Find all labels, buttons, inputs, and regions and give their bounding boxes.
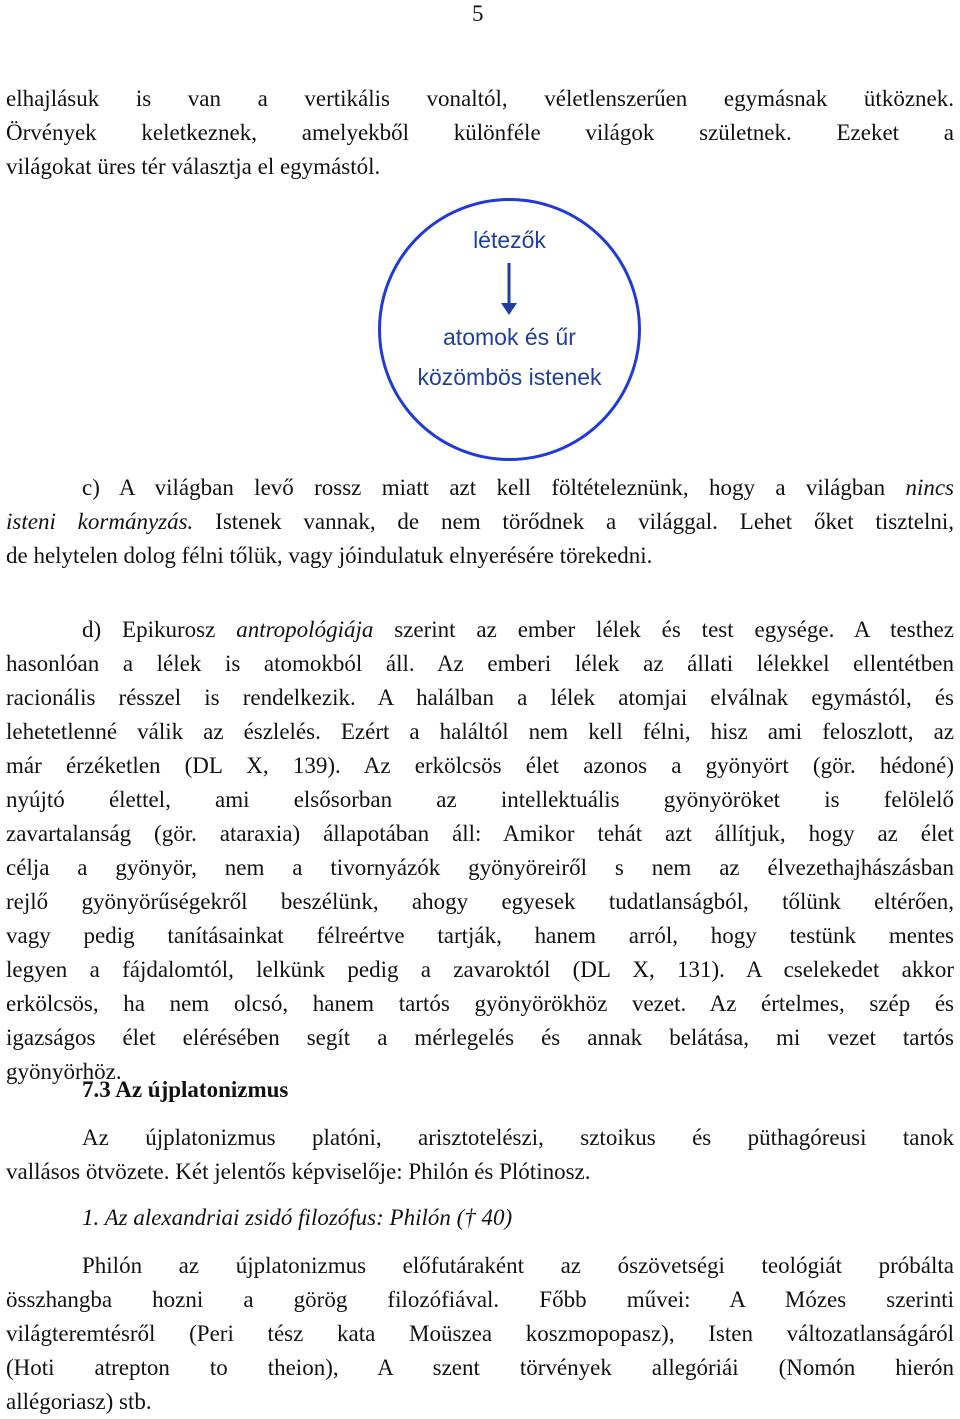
diagram-bottom-label: közömbös istenek bbox=[417, 364, 602, 390]
text-line: elhajlásuk is van a vertikális vonaltól, véletlenszerűen egymásnak ütköznek. bbox=[6, 86, 954, 111]
text-line: allégoriasz) stb. bbox=[6, 1389, 152, 1414]
concept-diagram bbox=[377, 197, 642, 462]
text-line: rejlő gyönyörűségekről beszélünk, ahogy egyesek tudatlanságból, tőlünk eltérően, bbox=[6, 889, 954, 914]
text-line: már érzéketlen (DL X, 139). Az erkölcsös élet azonos a gyönyört (gör. hédoné) bbox=[6, 753, 954, 778]
text-line: világokat üres tér választja el egymástól. bbox=[6, 154, 381, 179]
text-line: legyen a fájdalomtól, lelkünk pedig a zavaroktól (DL X, 131). A cselekedet akkor bbox=[6, 957, 954, 982]
text-line: világteremtésről (Peri tész kata Moüszea koszmopopasz), Isten változatlanságáról bbox=[6, 1321, 954, 1346]
section-73-paragraph bbox=[6, 1121, 954, 1189]
text-line: de helytelen dolog félni tőlük, vagy jóindulatuk elnyerésére törekedni. bbox=[6, 543, 653, 568]
text-line: Örvények keletkeznek, amelyekből különféle világok születnek. Ezeket a bbox=[6, 120, 954, 145]
text-line: lehetetlenné válik az észlelés. Ezért a haláltól nem kell félni, hisz ami feloszlott, az bbox=[6, 719, 954, 744]
intro-paragraph bbox=[6, 82, 954, 184]
text-line: isteni kormányzás. Istenek vannak, de nem törődnek a világgal. Lehet őket tisztelni, bbox=[6, 509, 954, 534]
text-line: összhangba hozni a görög filozófiával. Főbb művei: A Mózes szerinti bbox=[6, 1287, 954, 1312]
text-line: gyönyörhöz. bbox=[6, 1059, 122, 1084]
text-line: (Hoti atrepton to theion), A szent törvények allegóriái (Nomón hierón bbox=[6, 1355, 954, 1380]
text-line: hasonlóan a lélek is atomokból áll. Az emberi lélek az állati lélekkel ellentétben bbox=[6, 651, 954, 676]
text-line: c) A világban levő rossz miatt azt kell föltételeznünk, hogy a világban nincs bbox=[82, 475, 954, 500]
text-line: d) Epikurosz antropológiája szerint az ember lélek és test egysége. A testhez bbox=[82, 617, 955, 642]
text-line: vagy pedig tanításainkat félreértve tartják, hanem arról, hogy testünk mentes bbox=[6, 923, 954, 948]
text-line: erkölcsös, ha nem olcsó, hanem tartós gyönyörökhöz vezet. Az értelmes, szép és bbox=[6, 991, 954, 1016]
section-heading: 7.3 Az újplatonizmus bbox=[82, 1077, 289, 1102]
page-number: 5 bbox=[472, 1, 484, 26]
section-d-paragraph bbox=[6, 613, 954, 1089]
text-line: Az újplatonizmus platóni, arisztotelészi, sztoikus és püthagóreusi tanok bbox=[82, 1125, 954, 1150]
diagram-top-label: létezők bbox=[473, 227, 546, 253]
subsection-heading: 1. Az alexandriai zsidó filozófus: Philón († 40) bbox=[82, 1205, 513, 1230]
philon-paragraph bbox=[6, 1249, 954, 1419]
diagram-middle-label: atomok és űr bbox=[443, 324, 576, 350]
text-line: zavartalanság (gör. ataraxia) állapotában áll: Amikor tehát azt állítjuk, hogy az élet bbox=[6, 821, 954, 846]
text-line: Philón az újplatonizmus előfutáraként az ószövetségi teológiát próbálta bbox=[82, 1253, 954, 1278]
text-line: igazságos élet elérésében segít a mérlegelés és annak belátása, mi vezet tartós bbox=[6, 1025, 954, 1050]
text-line: vallásos ötvözete. Két jelentős képviselője: Philón és Plótinosz. bbox=[6, 1159, 591, 1184]
text-line: nyújtó élettel, ami elsősorban az intellektuális gyönyöröket is felölelő bbox=[6, 787, 954, 812]
text-line: célja a gyönyör, nem a tivornyázók gyönyöreiről s nem az élvezethajhászásban bbox=[6, 855, 954, 880]
section-c-paragraph bbox=[6, 471, 954, 573]
text-line: racionális résszel is rendelkezik. A halálban a lélek atomjai elválnak egymástól, és bbox=[6, 685, 954, 710]
